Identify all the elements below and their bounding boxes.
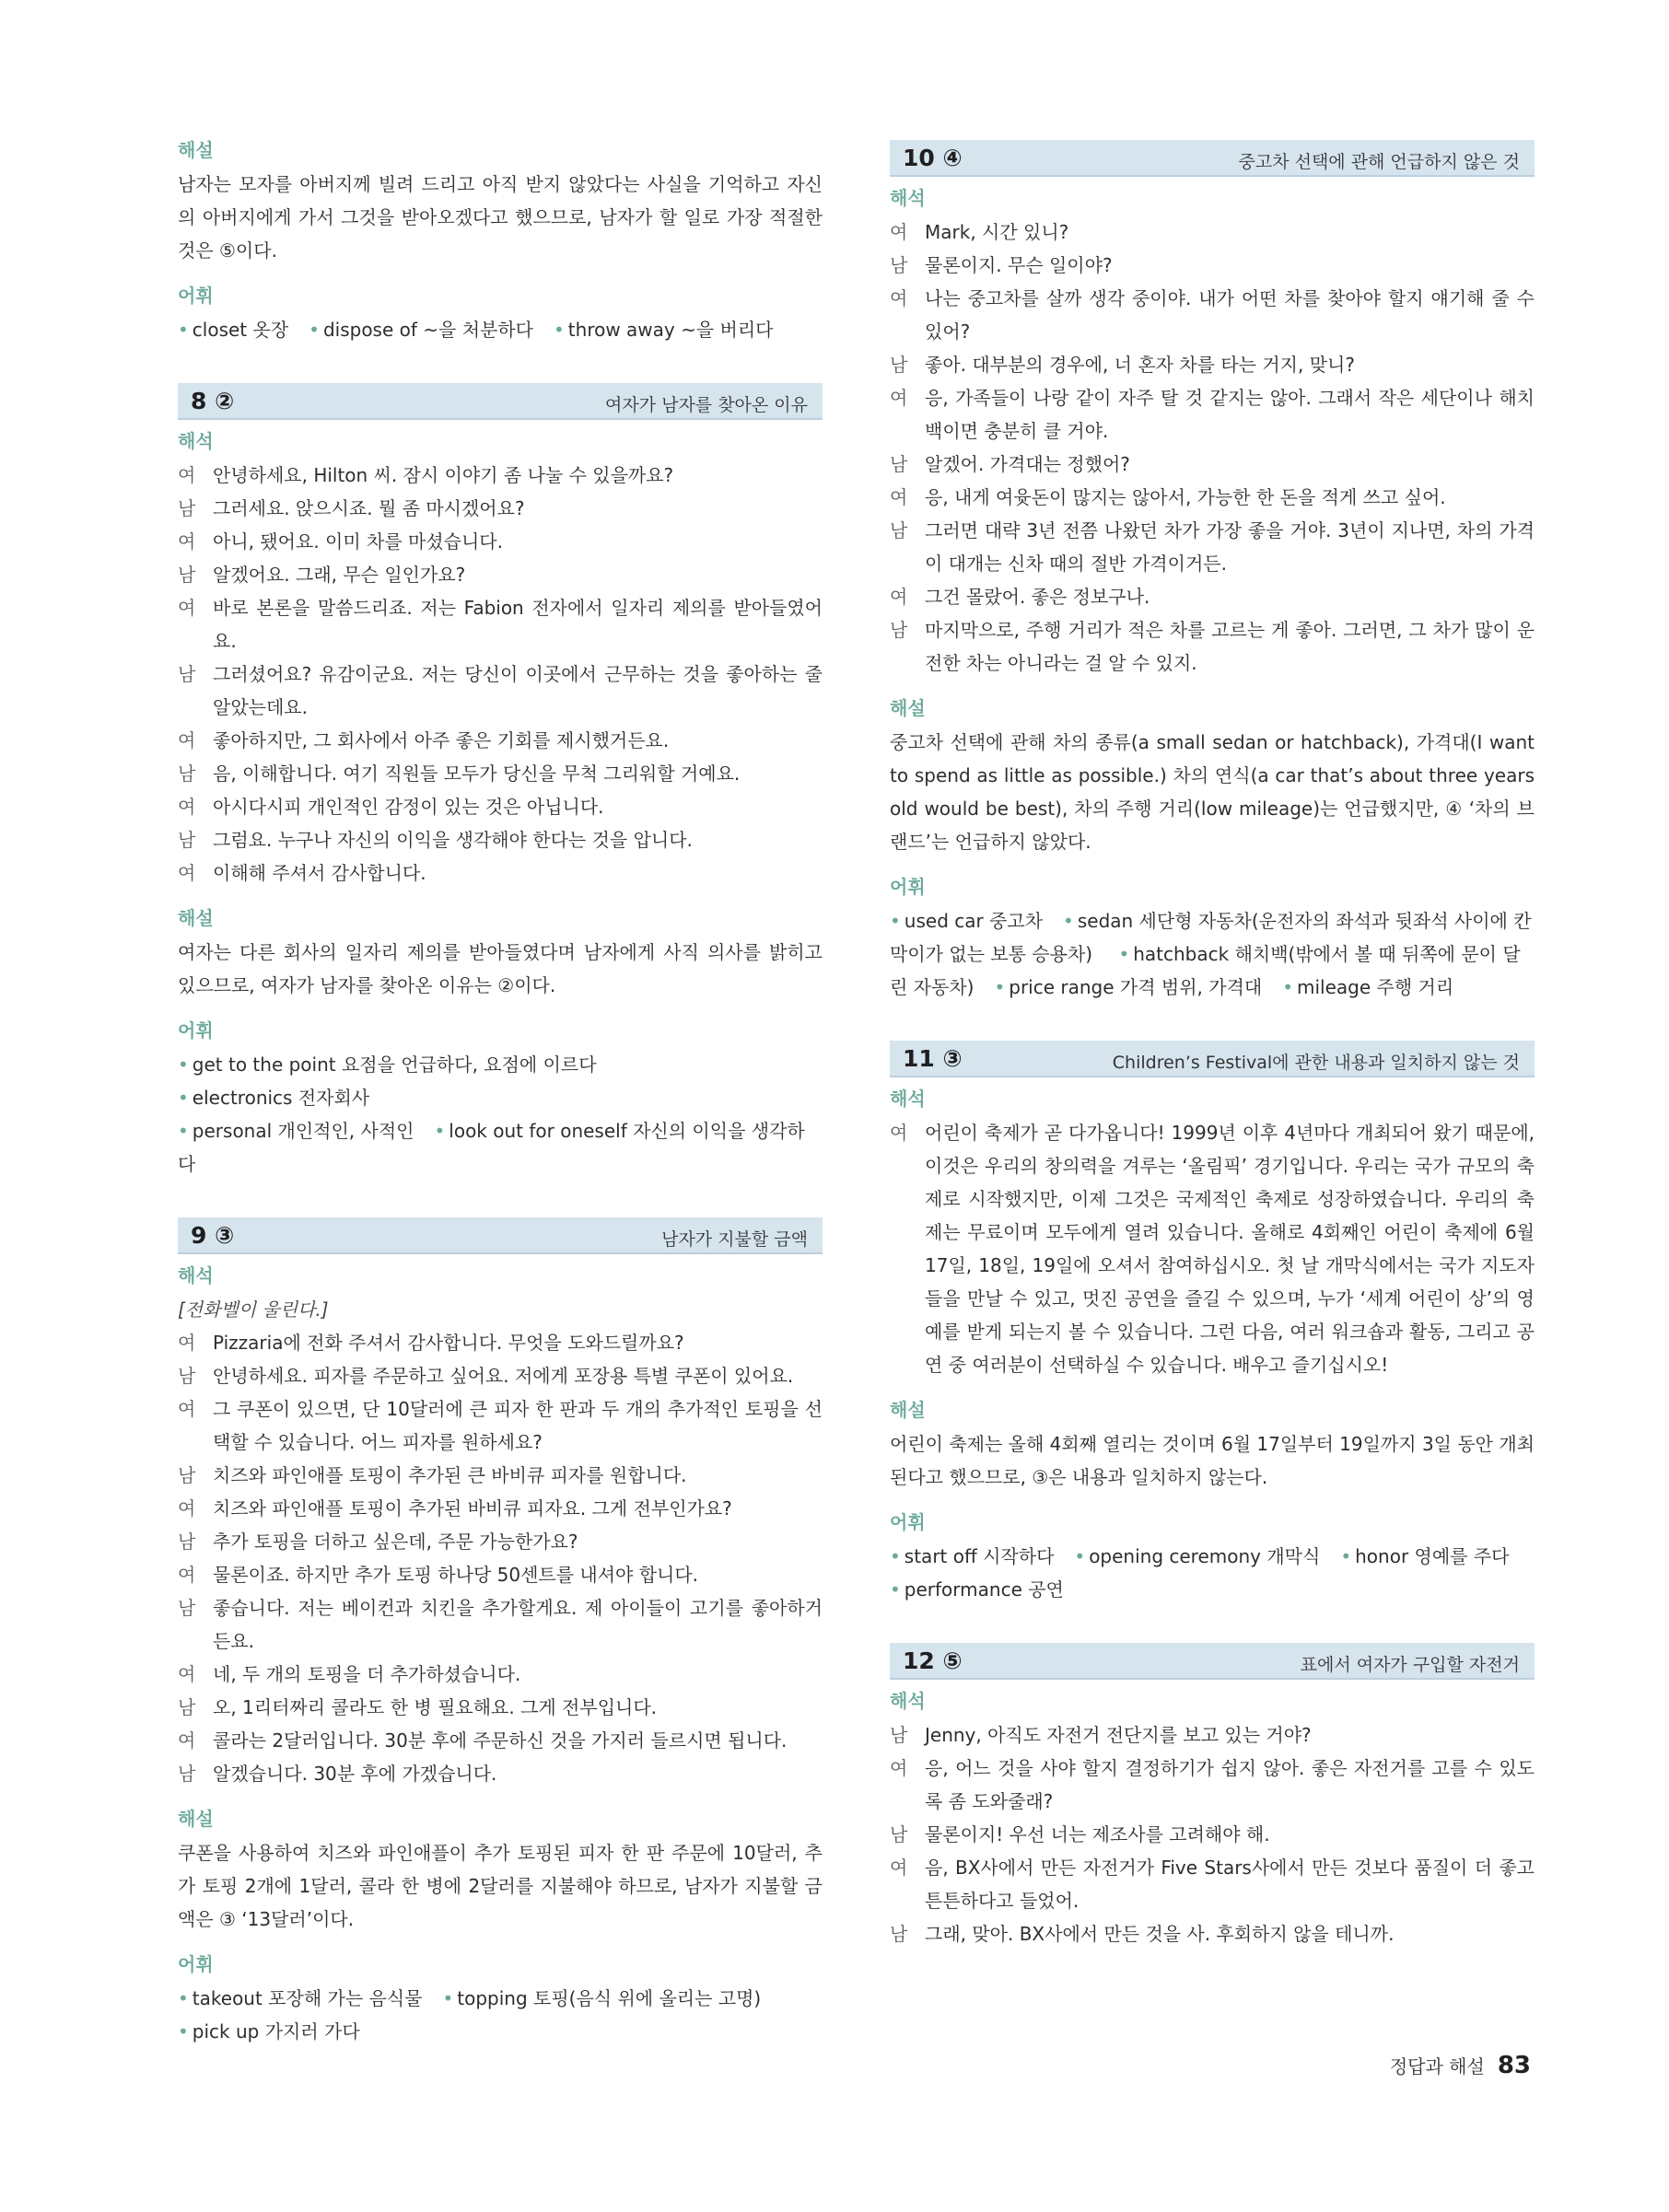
dialogue-line — [890, 249, 1535, 282]
speaker: 남 — [890, 453, 908, 475]
vocab-item: • price range 가격 범위, 가격대 — [994, 976, 1262, 998]
utterance: 그래, 맞아. BX사에서 만든 것을 사. 후회하지 않을 테니까. — [925, 1923, 1395, 1945]
speaker: 여 — [178, 1398, 196, 1420]
vocab-item: • takeout 포장해 가는 음식물 — [178, 1987, 422, 2009]
utterance: 좋아. 대부분의 경우에, 너 혼자 차를 타는 거지, 맞니? — [925, 354, 1355, 376]
q11-commentary: 어린이 축제는 올해 4회째 열리는 것이며 6월 17일부터 19일까지 3일 동안 개최된다고 했으므로, ③은 내용과 일치하지 않는다. — [890, 1433, 1535, 1488]
utterance: 응, 어느 것을 사야 할지 결정하기가 쉽지 않아. 좋은 자전거를 고를 수 있도록 좀 도와줄래? — [925, 1757, 1535, 1812]
dialogue-line — [890, 215, 1535, 249]
utterance: 물론이죠. 하지만 추가 토핑 하나당 50센트를 내셔야 합니다. — [213, 1564, 699, 1586]
question-topic: 표에서 여자가 구입할 자전거 — [1300, 1655, 1520, 1675]
speaker: 남 — [178, 663, 196, 685]
utterance: Jenny, 아직도 자전거 전단지를 보고 있는 거야? — [925, 1724, 1312, 1746]
utterance: 알겠어. 가격대는 정했어? — [925, 453, 1130, 475]
q8-commentary: 여자는 다른 회사의 일자리 제의를 받아들였다며 남자에게 사직 의사를 밝히고 있으므로, 여자가 남자를 찾아온 이유는 ②이다. — [178, 941, 823, 996]
dialogue-line — [890, 1818, 1535, 1851]
vocab-item: • opening ceremony 개막식 — [1074, 1545, 1320, 1567]
commentary-label: 해설 — [178, 139, 214, 161]
vocab-label: 어휘 — [178, 1953, 214, 1975]
utterance: 응, 내게 여윳돈이 많지는 않아서, 가능한 한 돈을 적게 쓰고 싶어. — [925, 486, 1446, 508]
dialogue-line — [890, 1718, 1535, 1752]
question-topic: 여자가 남자를 찾아온 이유 — [604, 395, 808, 415]
utterance: 음, BX사에서 만든 자전거가 Five Stars사에서 만든 것보다 품질이 더 좋고 튼튼하다고 들었어. — [925, 1857, 1535, 1912]
dialogue-line — [178, 1724, 823, 1757]
utterance: 음, 이해합니다. 여기 직원들 모두가 당신을 무척 그리워할 거예요. — [213, 763, 741, 785]
utterance: 그럼요. 누구나 자신의 이익을 생각해야 한다는 것을 압니다. — [213, 829, 693, 851]
speaker: 여 — [178, 597, 196, 619]
dialogue-line — [178, 724, 823, 757]
vocab-item: • dispose of ~을 처분하다 — [309, 319, 533, 341]
section-title: 정답과 해설 — [1389, 2055, 1485, 2078]
dialogue-line — [178, 1757, 823, 1790]
speaker: 남 — [178, 829, 196, 851]
dialogue-line — [178, 658, 823, 724]
speaker: 여 — [890, 1757, 908, 1779]
utterance: 좋습니다. 저는 베이컨과 치킨을 추가할게요. 제 아이들이 고기를 좋아하거든요. — [213, 1597, 823, 1652]
left-column — [178, 138, 823, 2048]
right-column — [890, 140, 1535, 1950]
utterance: 물론이지. 무슨 일이야? — [925, 254, 1113, 276]
speaker: 여 — [890, 221, 908, 243]
speaker: 남 — [178, 1696, 196, 1718]
q10-vocab — [890, 904, 1535, 1004]
vocab-item: • honor 영예를 주다 — [1340, 1545, 1509, 1567]
commentary-label: 해설 — [890, 1399, 926, 1421]
dialogue-line — [890, 1851, 1535, 1917]
dialogue-line — [178, 1459, 823, 1492]
utterance: Pizzaria에 전화 주셔서 감사합니다. 무엇을 도와드릴까요? — [213, 1332, 684, 1354]
explanation-label: 해석 — [890, 187, 926, 209]
vocab-item: • pick up 가지러 가다 — [178, 2020, 360, 2043]
dialogue-line — [178, 1691, 823, 1724]
dialogue-line — [890, 613, 1535, 680]
speaker: 남 — [178, 1464, 196, 1486]
speaker: 여 — [178, 1663, 196, 1685]
dialogue-line — [178, 492, 823, 525]
page-footer — [1390, 2052, 1531, 2079]
speaker: 여 — [178, 1332, 196, 1354]
utterance: 그러셨어요? 유감이군요. 저는 당신이 이곳에서 근무하는 것을 좋아하는 줄 알았는데요. — [213, 663, 823, 718]
vocab-item: • personal 개인적인, 사적인 — [178, 1120, 414, 1142]
dialogue-line — [178, 1492, 823, 1525]
dialogue-line — [890, 381, 1535, 448]
utterance: 아시다시피 개인적인 감정이 있는 것은 아닙니다. — [213, 796, 604, 818]
speaker: 여 — [178, 530, 196, 553]
dialogue-line — [178, 591, 823, 658]
utterance: 콜라는 2달러입니다. 30분 후에 주문하신 것을 가지러 들르시면 됩니다. — [213, 1729, 788, 1752]
vocab-item: • closet 옷장 — [178, 319, 288, 341]
vocab-label: 어휘 — [178, 1019, 214, 1042]
q9-header — [178, 1217, 823, 1254]
utterance: 오, 1리터짜리 콜라도 한 병 필요해요. 그게 전부입니다. — [213, 1696, 658, 1718]
vocab-item: • hatchback 해치백(밖에서 볼 때 뒤쪽에 문이 달린 자동차) — [890, 943, 1521, 998]
q10-header — [890, 140, 1535, 177]
dialogue-line — [890, 282, 1535, 348]
dialogue-line — [890, 448, 1535, 481]
dialogue-line — [178, 790, 823, 823]
utterance: 바로 본론을 말씀드리죠. 저는 Fabion 전자에서 일자리 제의를 받아들였어요. — [213, 597, 823, 652]
utterance: 그러세요. 앉으시죠. 뭘 좀 마시겠어요? — [213, 497, 525, 519]
utterance: 좋아하지만, 그 회사에서 아주 좋은 기회를 제시했거든요. — [213, 729, 670, 751]
utterance: 이해해 주셔서 감사합니다. — [213, 862, 426, 884]
dialogue-line — [890, 481, 1535, 514]
q7-vocab — [178, 313, 823, 346]
speaker: 남 — [178, 497, 196, 519]
dialogue-line — [890, 580, 1535, 613]
q11-vocab — [890, 1540, 1535, 1606]
dialogue-line — [178, 1392, 823, 1459]
q12-header — [890, 1643, 1535, 1680]
speaker: 남 — [890, 519, 908, 541]
explanation-label: 해석 — [178, 1264, 214, 1286]
speaker: 여 — [890, 387, 908, 409]
speaker: 여 — [178, 1729, 196, 1752]
vocab-item: • get to the point 요점을 언급하다, 요점에 이르다 — [178, 1054, 597, 1076]
vocab-label: 어휘 — [890, 1511, 926, 1533]
speaker: 남 — [178, 564, 196, 586]
utterance: 알겠어요. 그래, 무슨 일인가요? — [213, 564, 466, 586]
vocab-item: • sedan 세단형 자동차(운전자의 좌석과 뒷좌석 사이에 칸막이가 없는 보통 승용차) — [890, 910, 1532, 965]
stage-direction: [전화벨이 울린다.] — [178, 1298, 329, 1321]
utterance: 안녕하세요. 피자를 주문하고 싶어요. 저에게 포장용 특별 쿠폰이 있어요. — [213, 1365, 794, 1387]
utterance: 그건 몰랐어. 좋은 정보구나. — [925, 586, 1150, 608]
dialogue-line — [178, 823, 823, 856]
speaker: 여 — [178, 729, 196, 751]
utterance: 치즈와 파인애플 토핑이 추가된 바비큐 피자요. 그게 전부인가요? — [213, 1497, 732, 1519]
utterance: 어린이 축제가 곧 다가옵니다! 1999년 이후 4년마다 개최되어 왔기 때문에, 이것은 우리의 창의력을 겨루는 ‘올림픽’ 경기입니다. 우리는 국가 규모의 축제로 시작했지만, 이제 그것은 국제적인 축제로 성장하였습니다. 우리의 축제는 무료이며 모두에게 열려 있습니다. 올해로 4회째인 어린이 축제에 6월 17일, 18일, 19일에 오셔서 참여하십시오. 첫 날 개막식에서는 국가 지도자들을 만날 수 있고, 멋진 공연을 즐길 수 있으며, 누가 ‘세계 어린이 상’의 영예를 받게 되는지 볼 수 있습니다. 그런 다음, 여러 워크숍과 활동, 그리고 공연 중 여러분이 선택하실 수 있습니다. 배우고 즐기십시오! — [925, 1122, 1535, 1376]
dialogue-line — [890, 1752, 1535, 1818]
q9-commentary: 쿠폰을 사용하여 치즈와 파인애플이 추가 토핑된 피자 한 판 주문에 10달러, 추가 토핑 2개에 1달러, 콜라 한 병에 2달러를 지불해야 하므로, 남자가 지불할 금액은 ③ ‘13달러’이다. — [178, 1842, 823, 1930]
speaker: 남 — [890, 354, 908, 376]
utterance: 치즈와 파인애플 토핑이 추가된 큰 바비큐 피자를 원합니다. — [213, 1464, 687, 1486]
utterance: 나는 중고차를 살까 생각 중이야. 내가 어떤 차를 찾아야 할지 얘기해 줄 수 있어? — [925, 287, 1535, 343]
dialogue-line — [178, 459, 823, 492]
utterance: 알겠습니다. 30분 후에 가겠습니다. — [213, 1763, 497, 1785]
dialogue-line — [178, 757, 823, 790]
speaker: 남 — [890, 254, 908, 276]
question-number: 10 ④ — [903, 145, 963, 171]
utterance: 네, 두 개의 토핑을 더 추가하셨습니다. — [213, 1663, 521, 1685]
speaker: 여 — [890, 1122, 908, 1144]
vocab-item: • mileage 주행 거리 — [1282, 976, 1453, 998]
speaker: 남 — [178, 1531, 196, 1553]
speaker: 여 — [890, 287, 908, 309]
speaker: 남 — [178, 1597, 196, 1619]
utterance: 아니, 됐어요. 이미 차를 마셨습니다. — [213, 530, 503, 553]
vocab-label: 어휘 — [890, 876, 926, 898]
question-number: 9 ③ — [191, 1222, 235, 1249]
dialogue-line — [178, 1658, 823, 1691]
utterance: Mark, 시간 있니? — [925, 221, 1069, 243]
speaker: 여 — [178, 464, 196, 486]
explanation-label: 해석 — [178, 430, 214, 452]
dialogue-line — [890, 1917, 1535, 1950]
vocab-item: • start off 시작하다 — [890, 1545, 1054, 1567]
vocab-item: • electronics 전자회사 — [178, 1087, 369, 1109]
question-topic: 남자가 지불할 금액 — [661, 1229, 808, 1250]
question-number: 11 ③ — [903, 1045, 963, 1072]
q9-vocab — [178, 1982, 823, 2048]
speaker: 여 — [890, 1857, 908, 1879]
dialogue-line — [890, 1116, 1535, 1381]
speaker: 여 — [178, 1564, 196, 1586]
dialogue-line — [890, 514, 1535, 580]
vocab-item: • throw away ~을 버리다 — [554, 319, 774, 341]
dialogue-line — [178, 525, 823, 558]
q12-dialogue — [890, 1718, 1535, 1950]
page-number: 83 — [1497, 2052, 1531, 2079]
vocab-item: • performance 공연 — [890, 1578, 1064, 1601]
dialogue-line — [178, 558, 823, 591]
speaker: 남 — [890, 1724, 908, 1746]
speaker: 남 — [178, 1365, 196, 1387]
speaker: 남 — [178, 763, 196, 785]
question-topic: Children’s Festival에 관한 내용과 일치하지 않는 것 — [1112, 1053, 1520, 1073]
utterance: 그 쿠폰이 있으면, 단 10달러에 큰 피자 한 판과 두 개의 추가적인 토핑을 선택할 수 있습니다. 어느 피자를 원하세요? — [213, 1398, 823, 1453]
commentary-label: 해설 — [178, 1808, 214, 1830]
dialogue-line — [178, 1525, 823, 1558]
utterance: 그러면 대략 3년 전쯤 나왔던 차가 가장 좋을 거야. 3년이 지나면, 차의 가격이 대개는 신차 때의 절반 가격이거든. — [925, 519, 1535, 575]
utterance: 물론이지! 우선 너는 제조사를 고려해야 해. — [925, 1823, 1270, 1845]
question-number: 12 ⑤ — [903, 1647, 963, 1674]
dialogue-line — [178, 1591, 823, 1658]
dialogue-line — [890, 348, 1535, 381]
vocab-item: • look out for oneself 자신의 이익을 생각하다 — [178, 1120, 805, 1175]
speaker: 여 — [178, 862, 196, 884]
q10-commentary: 중고차 선택에 관해 차의 종류(a small sedan or hatchback), 가격대(I want to spend as little as possible.) 차의 연식(a car that’s about three years old would be best), 차의 주행 거리(low mileage)는 언급했지만, ④ ‘차의 브랜드’는 언급하지 않았다. — [890, 731, 1535, 853]
vocab-label: 어휘 — [178, 285, 214, 307]
utterance: 마지막으로, 주행 거리가 적은 차를 고르는 게 좋아. 그러면, 그 차가 많이 운전한 차는 아니라는 걸 알 수 있지. — [925, 619, 1535, 674]
utterance: 안녕하세요, Hilton 씨. 잠시 이야기 좀 나눌 수 있을까요? — [213, 464, 674, 486]
q8-dialogue — [178, 459, 823, 890]
question-topic: 중고차 선택에 관해 언급하지 않은 것 — [1238, 152, 1520, 172]
q11-dialogue — [890, 1116, 1535, 1381]
explanation-label: 해석 — [890, 1088, 926, 1110]
dialogue-line — [178, 1558, 823, 1591]
speaker: 여 — [890, 586, 908, 608]
vocab-item: • topping 토핑(음식 위에 올리는 고명) — [442, 1987, 761, 2009]
speaker: 여 — [178, 796, 196, 818]
speaker: 남 — [890, 1823, 908, 1845]
q8-header — [178, 383, 823, 420]
commentary-label: 해설 — [178, 907, 214, 929]
speaker: 남 — [890, 1923, 908, 1945]
speaker: 여 — [890, 486, 908, 508]
q11-header — [890, 1041, 1535, 1077]
q7-commentary: 남자는 모자를 아버지께 빌려 드리고 아직 받지 않았다는 사실을 기억하고 자신의 아버지에게 가서 그것을 받아오겠다고 했으므로, 남자가 할 일로 가장 적절한 것은 ⑤이다. — [178, 173, 823, 262]
utterance: 응, 가족들이 나랑 같이 자주 탈 것 같지는 않아. 그래서 작은 세단이나 해치백이면 충분히 클 거야. — [925, 387, 1535, 442]
speaker: 남 — [890, 619, 908, 641]
commentary-label: 해설 — [890, 697, 926, 719]
dialogue-line — [178, 856, 823, 890]
q9-dialogue — [178, 1326, 823, 1790]
utterance: 추가 토핑을 더하고 싶은데, 주문 가능한가요? — [213, 1531, 578, 1553]
speaker: 남 — [178, 1763, 196, 1785]
q8-vocab — [178, 1048, 823, 1181]
explanation-label: 해석 — [890, 1690, 926, 1712]
dialogue-line — [178, 1359, 823, 1392]
dialogue-line — [178, 1326, 823, 1359]
q10-dialogue — [890, 215, 1535, 680]
speaker: 여 — [178, 1497, 196, 1519]
vocab-item: • used car 중고차 — [890, 910, 1043, 932]
question-number: 8 ② — [191, 388, 235, 414]
